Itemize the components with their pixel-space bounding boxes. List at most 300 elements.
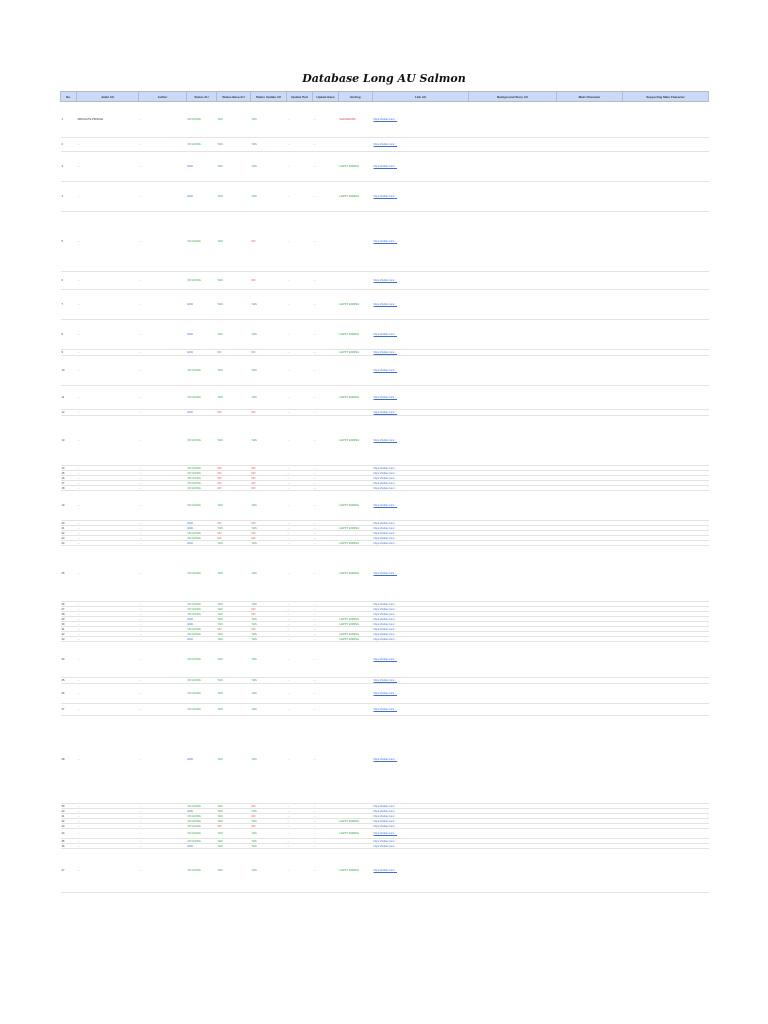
row-number: 17: [61, 481, 77, 486]
supporting-character: [623, 320, 709, 350]
status-baca: YES: [217, 844, 251, 849]
au-link[interactable]: https://twitter.com/…: [373, 844, 469, 849]
status-baca: NO: [217, 471, 251, 476]
update-part: …: [287, 486, 313, 491]
update-part: …: [287, 102, 313, 138]
author-handle: …: [139, 102, 187, 138]
au-link[interactable]: https://twitter.com/…: [373, 466, 469, 471]
update-part: …: [287, 546, 313, 602]
status-au: ON GOING: [187, 536, 217, 541]
status-au: ON GOING: [187, 102, 217, 138]
status-au: END: [187, 637, 217, 642]
status-au: ON GOING: [187, 607, 217, 612]
status-au: ON GOING: [187, 212, 217, 272]
supporting-character: [623, 829, 709, 839]
status-au: ON GOING: [187, 704, 217, 716]
update-part: …: [287, 481, 313, 486]
update-part: …: [287, 526, 313, 531]
au-title: …: [77, 386, 139, 410]
table-header: [61, 92, 709, 102]
column-header: Supporting Main Character: [623, 92, 709, 102]
au-link[interactable]: https://twitter.com/…: [373, 471, 469, 476]
status-au: END: [187, 617, 217, 622]
main-character: [557, 320, 623, 350]
status-au: END: [187, 521, 217, 526]
ending: HAPPY ENDING: [339, 546, 373, 602]
ending: [339, 716, 373, 804]
row-number: 24: [61, 541, 77, 546]
status-baca: YES: [217, 819, 251, 824]
au-title: …: [77, 410, 139, 416]
status-update: YES: [251, 829, 287, 839]
update-part: …: [287, 622, 313, 627]
status-update: YES: [251, 844, 287, 849]
author-handle: …: [139, 612, 187, 617]
status-update: YES: [251, 182, 287, 212]
supporting-character: [623, 102, 709, 138]
author-handle: …: [139, 320, 187, 350]
au-link[interactable]: https://twitter.com/…: [373, 526, 469, 531]
status-update: YES: [251, 541, 287, 546]
status-update: NO: [251, 272, 287, 290]
status-update: NO: [251, 350, 287, 356]
au-link[interactable]: https://twitter.com/…: [373, 531, 469, 536]
update-part: …: [287, 471, 313, 476]
row-number: 32: [61, 632, 77, 637]
row-number: 30: [61, 622, 77, 627]
au-link[interactable]: https://twitter.com/…: [373, 410, 469, 416]
update-baca: …: [313, 491, 339, 521]
table-row: [61, 416, 709, 466]
background-story: [469, 829, 557, 839]
author-handle: …: [139, 290, 187, 320]
main-character: [557, 849, 623, 893]
status-update: YES: [251, 546, 287, 602]
status-baca: NO: [217, 350, 251, 356]
au-link[interactable]: https://twitter.com/…: [373, 416, 469, 466]
status-baca: YES: [217, 102, 251, 138]
row-number: 13: [61, 416, 77, 466]
au-link[interactable]: https://twitter.com/…: [373, 617, 469, 622]
column-header: Update Baca: [313, 92, 339, 102]
au-link[interactable]: https://twitter.com/…: [373, 637, 469, 642]
main-character: [557, 212, 623, 272]
au-link[interactable]: https://twitter.com/…: [373, 809, 469, 814]
status-update: YES: [251, 839, 287, 844]
au-link[interactable]: https://twitter.com/…: [373, 386, 469, 410]
table-row: [61, 642, 709, 678]
status-au: ON GOING: [187, 678, 217, 684]
main-character: [557, 356, 623, 386]
author-handle: …: [139, 627, 187, 632]
column-header: Ending: [339, 92, 373, 102]
main-character: [557, 138, 623, 152]
author-handle: …: [139, 607, 187, 612]
row-number: 16: [61, 476, 77, 481]
table-row: [61, 829, 709, 839]
author-handle: …: [139, 471, 187, 476]
au-link[interactable]: https://twitter.com/…: [373, 814, 469, 819]
main-character: [557, 416, 623, 466]
background-story: [469, 716, 557, 804]
update-baca: …: [313, 212, 339, 272]
supporting-character: [623, 386, 709, 410]
update-part: …: [287, 716, 313, 804]
row-number: 11: [61, 386, 77, 410]
au-link[interactable]: https://twitter.com/…: [373, 138, 469, 152]
background-story: [469, 356, 557, 386]
update-part: …: [287, 819, 313, 824]
row-number: 3: [61, 152, 77, 182]
main-character: [557, 152, 623, 182]
table-row: [61, 546, 709, 602]
status-update: YES: [251, 617, 287, 622]
status-baca: NO: [217, 481, 251, 486]
supporting-character: [623, 138, 709, 152]
status-baca: YES: [217, 632, 251, 637]
au-title: …: [77, 350, 139, 356]
au-link[interactable]: https://twitter.com/…: [373, 824, 469, 829]
background-story: [469, 416, 557, 466]
author-handle: …: [139, 481, 187, 486]
row-number: 29: [61, 617, 77, 622]
author-handle: …: [139, 182, 187, 212]
status-baca: YES: [217, 356, 251, 386]
update-baca: …: [313, 476, 339, 481]
status-baca: NO: [217, 536, 251, 541]
column-header: Link AU: [373, 92, 469, 102]
status-au: END: [187, 290, 217, 320]
update-baca: …: [313, 350, 339, 356]
status-baca: YES: [217, 602, 251, 607]
au-link[interactable]: https://twitter.com/…: [373, 182, 469, 212]
update-baca: …: [313, 839, 339, 844]
au-link[interactable]: https://twitter.com/…: [373, 849, 469, 893]
background-story: [469, 642, 557, 678]
author-handle: …: [139, 531, 187, 536]
update-part: …: [287, 272, 313, 290]
status-au: ON GOING: [187, 814, 217, 819]
status-update: YES: [251, 416, 287, 466]
au-title: …: [77, 320, 139, 350]
au-link[interactable]: https://twitter.com/…: [373, 320, 469, 350]
supporting-character: [623, 716, 709, 804]
au-title: …: [77, 678, 139, 684]
status-au: ON GOING: [187, 386, 217, 410]
author-handle: …: [139, 684, 187, 704]
background-story: [469, 684, 557, 704]
status-update: YES: [251, 356, 287, 386]
update-baca: …: [313, 824, 339, 829]
au-link[interactable]: https://twitter.com/…: [373, 622, 469, 627]
author-handle: …: [139, 521, 187, 526]
background-story: [469, 546, 557, 602]
status-update: YES: [251, 819, 287, 824]
au-title: …: [77, 481, 139, 486]
status-baca: YES: [217, 716, 251, 804]
status-baca: YES: [217, 617, 251, 622]
au-link[interactable]: https://twitter.com/…: [373, 102, 469, 138]
au-link[interactable]: https://twitter.com/…: [373, 541, 469, 546]
column-header: Author: [139, 92, 187, 102]
ending: HAPPY ENDING: [339, 541, 373, 546]
supporting-character: [623, 684, 709, 704]
update-baca: …: [313, 466, 339, 471]
row-number: 45: [61, 839, 77, 844]
table-row: [61, 356, 709, 386]
au-link[interactable]: https://twitter.com/…: [373, 481, 469, 486]
au-link[interactable]: https://twitter.com/…: [373, 521, 469, 526]
status-update: NO: [251, 521, 287, 526]
status-update: YES: [251, 809, 287, 814]
update-part: …: [287, 350, 313, 356]
au-title: …: [77, 839, 139, 844]
author-handle: …: [139, 632, 187, 637]
author-handle: …: [139, 637, 187, 642]
au-title: …: [77, 617, 139, 622]
au-link[interactable]: https://twitter.com/…: [373, 627, 469, 632]
ending: HAPPY ENDING: [339, 819, 373, 824]
au-link[interactable]: https://twitter.com/…: [373, 356, 469, 386]
author-handle: …: [139, 622, 187, 627]
row-number: 9: [61, 350, 77, 356]
au-link[interactable]: https://twitter.com/…: [373, 678, 469, 684]
status-update: NO: [251, 531, 287, 536]
status-au: END: [187, 350, 217, 356]
supporting-character: [623, 849, 709, 893]
au-link[interactable]: https://twitter.com/…: [373, 819, 469, 824]
ending: [339, 356, 373, 386]
status-au: ON GOING: [187, 612, 217, 617]
update-part: …: [287, 627, 313, 632]
au-link[interactable]: https://twitter.com/…: [373, 839, 469, 844]
update-baca: …: [313, 320, 339, 350]
status-update: YES: [251, 320, 287, 350]
au-link[interactable]: https://twitter.com/…: [373, 602, 469, 607]
update-part: …: [287, 182, 313, 212]
ending: SAD ENDING: [339, 102, 373, 138]
status-baca: YES: [217, 526, 251, 531]
status-au: ON GOING: [187, 602, 217, 607]
status-update: NO: [251, 804, 287, 809]
au-link[interactable]: https://twitter.com/…: [373, 704, 469, 716]
au-link[interactable]: https://twitter.com/…: [373, 607, 469, 612]
author-handle: …: [139, 844, 187, 849]
author-handle: …: [139, 839, 187, 844]
au-title: …: [77, 471, 139, 476]
ending: [339, 212, 373, 272]
author-handle: …: [139, 212, 187, 272]
status-au: END: [187, 182, 217, 212]
au-title: …: [77, 829, 139, 839]
au-title: …: [77, 536, 139, 541]
status-baca: YES: [217, 541, 251, 546]
au-link[interactable]: https://twitter.com/…: [373, 350, 469, 356]
au-title: …: [77, 849, 139, 893]
row-number: 35: [61, 678, 77, 684]
supporting-character: [623, 704, 709, 716]
row-number: 19: [61, 491, 77, 521]
row-number: 47: [61, 849, 77, 893]
author-handle: …: [139, 526, 187, 531]
status-update: NO: [251, 410, 287, 416]
au-link[interactable]: https://twitter.com/…: [373, 491, 469, 521]
au-link[interactable]: https://twitter.com/…: [373, 642, 469, 678]
update-baca: …: [313, 290, 339, 320]
row-number: 27: [61, 607, 77, 612]
row-number: 12: [61, 410, 77, 416]
update-baca: …: [313, 182, 339, 212]
update-part: …: [287, 642, 313, 678]
author-handle: …: [139, 716, 187, 804]
update-part: …: [287, 290, 313, 320]
row-number: 46: [61, 844, 77, 849]
update-part: …: [287, 602, 313, 607]
update-part: …: [287, 152, 313, 182]
background-story: [469, 152, 557, 182]
au-title: …: [77, 541, 139, 546]
update-baca: …: [313, 546, 339, 602]
author-handle: …: [139, 541, 187, 546]
status-baca: NO: [217, 410, 251, 416]
update-part: …: [287, 476, 313, 481]
main-character: [557, 272, 623, 290]
table-row: [61, 152, 709, 182]
status-baca: YES: [217, 642, 251, 678]
supporting-character: [623, 642, 709, 678]
main-character: [557, 829, 623, 839]
table-row: [61, 212, 709, 272]
status-baca: YES: [217, 152, 251, 182]
ending: HAPPY ENDING: [339, 290, 373, 320]
au-title: …: [77, 819, 139, 824]
author-handle: …: [139, 814, 187, 819]
update-baca: …: [313, 844, 339, 849]
update-baca: …: [313, 849, 339, 893]
au-link[interactable]: https://twitter.com/…: [373, 290, 469, 320]
supporting-character: [623, 152, 709, 182]
update-part: …: [287, 684, 313, 704]
au-title: …: [77, 491, 139, 521]
table-row: [61, 491, 709, 521]
au-title: …: [77, 182, 139, 212]
au-title: …: [77, 814, 139, 819]
row-number: 8: [61, 320, 77, 350]
au-link[interactable]: https://twitter.com/…: [373, 612, 469, 617]
row-number: 36: [61, 684, 77, 704]
ending: [339, 138, 373, 152]
au-link[interactable]: https://twitter.com/…: [373, 632, 469, 637]
table-row: [61, 386, 709, 410]
au-link[interactable]: https://twitter.com/…: [373, 716, 469, 804]
column-header: Status Baca AU: [217, 92, 251, 102]
update-part: …: [287, 541, 313, 546]
status-au: ON GOING: [187, 486, 217, 491]
status-au: ON GOING: [187, 466, 217, 471]
au-link[interactable]: https://twitter.com/…: [373, 829, 469, 839]
update-baca: …: [313, 642, 339, 678]
au-link[interactable]: https://twitter.com/…: [373, 546, 469, 602]
author-handle: …: [139, 804, 187, 809]
column-header: Status Update AU: [251, 92, 287, 102]
status-au: END: [187, 622, 217, 627]
update-part: …: [287, 531, 313, 536]
status-update: NO: [251, 471, 287, 476]
table-row: [61, 102, 709, 138]
row-number: 4: [61, 182, 77, 212]
table-row: [61, 684, 709, 704]
author-handle: …: [139, 350, 187, 356]
update-part: …: [287, 612, 313, 617]
status-baca: NO: [217, 466, 251, 471]
update-part: …: [287, 844, 313, 849]
au-title: …: [77, 466, 139, 471]
au-link[interactable]: https://twitter.com/…: [373, 152, 469, 182]
status-au: END: [187, 844, 217, 849]
update-part: …: [287, 386, 313, 410]
supporting-character: [623, 212, 709, 272]
status-update: YES: [251, 632, 287, 637]
background-story: [469, 704, 557, 716]
main-character: [557, 386, 623, 410]
update-baca: …: [313, 804, 339, 809]
author-handle: …: [139, 678, 187, 684]
update-baca: …: [313, 704, 339, 716]
table-row: [61, 290, 709, 320]
ending: HAPPY ENDING: [339, 152, 373, 182]
au-link[interactable]: https://twitter.com/…: [373, 486, 469, 491]
status-au: ON GOING: [187, 476, 217, 481]
status-au: ON GOING: [187, 531, 217, 536]
au-link[interactable]: https://twitter.com/…: [373, 804, 469, 809]
au-title: …: [77, 152, 139, 182]
ending: HAPPY ENDING: [339, 829, 373, 839]
update-part: …: [287, 356, 313, 386]
row-number: 25: [61, 546, 77, 602]
au-link[interactable]: https://twitter.com/…: [373, 272, 469, 290]
au-title: …: [77, 546, 139, 602]
update-baca: …: [313, 602, 339, 607]
update-baca: …: [313, 410, 339, 416]
status-baca: YES: [217, 416, 251, 466]
row-number: 31: [61, 627, 77, 632]
author-handle: …: [139, 416, 187, 466]
author-handle: …: [139, 272, 187, 290]
au-title: …: [77, 627, 139, 632]
au-link[interactable]: https://twitter.com/…: [373, 476, 469, 481]
au-link[interactable]: https://twitter.com/…: [373, 536, 469, 541]
status-update: NO: [251, 476, 287, 481]
ending: HAPPY ENDING: [339, 386, 373, 410]
ending: [339, 684, 373, 704]
status-update: YES: [251, 704, 287, 716]
au-title: …: [77, 612, 139, 617]
status-update: NO: [251, 212, 287, 272]
main-character: [557, 684, 623, 704]
update-baca: …: [313, 637, 339, 642]
status-baca: YES: [217, 491, 251, 521]
status-update: YES: [251, 849, 287, 893]
status-baca: YES: [217, 849, 251, 893]
update-baca: …: [313, 531, 339, 536]
status-update: YES: [251, 526, 287, 531]
update-part: …: [287, 814, 313, 819]
status-baca: NO: [217, 824, 251, 829]
au-link[interactable]: https://twitter.com/…: [373, 212, 469, 272]
row-number: 39: [61, 804, 77, 809]
au-link[interactable]: https://twitter.com/…: [373, 684, 469, 704]
status-baca: YES: [217, 637, 251, 642]
